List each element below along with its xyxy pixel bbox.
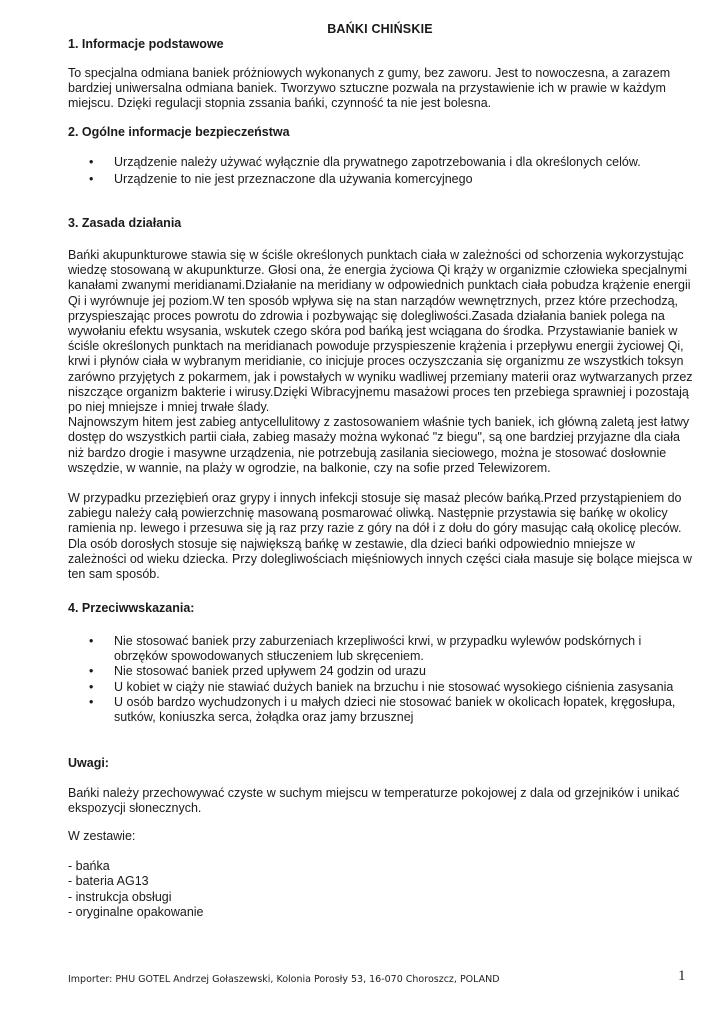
principle-paragraph: Najnowszym hitem jest zabieg antycellulitowy z zastosowaniem właśnie tych baniek, ich główną zaletą jest łatwy dostęp do wszystkich partii ciała, zabieg masaży można wykonać "z biegu", są one bardziej przyjazne dla ciała niż bardzo drogie i masywne urządzenia, nie potrzebują zasilania sieciowego, można je stosować dosłownie wszędzie, w wannie, na plaży w ogrodzie, na balkonie, czy na sofie przed Telewizorem. xyxy=(68,415,690,475)
section-heading: Uwagi: xyxy=(68,756,109,770)
contraindications-list xyxy=(68,634,693,725)
section-safety xyxy=(68,125,693,140)
kit-item: - bateria AG13 xyxy=(68,874,149,889)
list-item: • U kobiet w ciąży nie stawiać dużych baniek na brzuchu i nie stosować wysokiego ciśnienia zasysania xyxy=(68,680,693,695)
safety-list-block xyxy=(68,155,693,187)
safety-list xyxy=(68,155,693,187)
section-principle xyxy=(68,216,693,231)
section-heading: 4. Przeciwwskazania: xyxy=(68,601,195,615)
importer-footer: Importer: PHU GOTEL Andrzej Gołaszewski, Kolonia Porosły 53, 16-070 Choroszcz, POLAND xyxy=(68,974,500,985)
page-number: 1 xyxy=(678,968,686,984)
list-item: • Nie stosować baniek przy zaburzeniach krzepliwości krwi, w przypadku wylewów podskórnych i obrzęków spowodowanych stłuczeniem lub skręceniem. xyxy=(68,634,693,664)
kit-list xyxy=(68,859,693,920)
section-notes xyxy=(68,756,693,771)
list-item: • Urządzenie należy używać wyłącznie dla prywatnego zapotrzebowania i dla określonych celów. xyxy=(68,155,693,170)
section-contraindications xyxy=(68,601,693,616)
list-item: • Urządzenie to nie jest przeznaczone dla używania komercyjnego xyxy=(68,172,693,187)
section-heading: 2. Ogólne informacje bezpieczeństwa xyxy=(68,125,290,139)
list-item: • U osób bardzo wychudzonych i u małych dzieci nie stosować baniek w okolicach łopatek, kręgosłupa, sutków, koniuszka serca, żołądka oraz jamy brzusznej xyxy=(68,695,693,725)
notes-text-block xyxy=(68,786,693,816)
kit-item: - bańka xyxy=(68,859,110,874)
principle-text-block xyxy=(68,248,693,582)
section-basic-info xyxy=(68,37,693,52)
basic-info-text-block xyxy=(68,66,693,112)
section-heading: 1. Informacje podstawowe xyxy=(68,37,224,51)
kit-contents-block xyxy=(68,829,693,920)
kit-label: W zestawie: xyxy=(68,829,136,843)
contraindications-list-block xyxy=(68,634,693,725)
kit-item: - oryginalne opakowanie xyxy=(68,904,204,919)
basic-info-paragraph: To specjalna odmiana baniek próżniowych wykonanych z gumy, bez zaworu. Jest to nowoczesna, a zarazem bardziej uniwersalna odmiana baniek. Tworzywo sztuczne pozwala na przystawienie ich w prawie w każdym miejscu. Dzięki regulacji stopnia zssania bańki, czynność ta nie jest bolesna. xyxy=(68,66,671,111)
kit-item: - instrukcja obsługi xyxy=(68,889,172,904)
principle-paragraph: Bańki akupunkturowe stawia się w ściśle określonych punktach ciała w zależności od schorzenia wykorzystując wiedzę stosowaną w akupunkturze. Głosi ona, że energia życiowa Qi krąży w organizmie człowieka specjalnymi kanałami zwanymi meridianami.Działanie na meridiany w odpowiednich punktach ciała pobudza krążenie energii Qi i wyrównuje jej poziom.W ten sposób wpływa się na stan narządów wewnętrznych, przez które przechodzą, przyspieszając proces powrotu do zdrowia i pozbywając się dolegliwości.Zasada działania baniek polega na wywołaniu efektu wsysania, wskutek czego skóra pod bańką jest wciągana do środka. Przystawianie baniek w ściśle określonych punktach na meridianach powoduje przyspieszenie krążenia i przepływu energii życiowej Qi, krwi i płynów ciała w wybranym meridianie, co inicjuje proces oczyszczania się organizmu ze wszystkich toksyn zarówno przyjętych z pokarmem, jak i powstałych w wyniku wadliwej przemiany materii oraz wytwarzanych przez niszczące organizm bakterie i wirusy.Dzięki Wibracyjnemu masażowi proces ten przebiega sprawniej i pozostają po niej mniejsze i mniej trwałe ślady. xyxy=(68,248,693,415)
document-title: BAŃKI CHIŃSKIE xyxy=(327,22,433,36)
storage-paragraph: Bańki należy przechowywać czyste w suchym miejscu w temperaturze pokojowej z dala od grzejników i unikać ekspozycji słonecznych. xyxy=(68,786,680,816)
section-heading: 3. Zasada działania xyxy=(68,216,182,230)
list-item: • Nie stosować baniek przed upływem 24 godzin od urazu xyxy=(68,664,693,679)
principle-paragraph: W przypadku przeziębień oraz grypy i innych infekcji stosuje się masaż pleców bańką.Przed przystąpieniem do zabiegu należy całą powierzchnię masowaną posmarować oliwką. Następnie przystawia się bańkę w okolicy ramienia np. lewego i przesuwa się ją raz przy razie z góry na dół i z dołu do góry masując całą okolicę pleców. Dla osób dorosłych stosuje się największą bańkę w zestawie, dla dzieci bańki odpowiednio mniejsze w zależności od wieku dziecka. Przy dolegliwościach mięśniowych innych części ciała masuje się bolące miejsca w ten sam sposób. xyxy=(68,491,692,582)
